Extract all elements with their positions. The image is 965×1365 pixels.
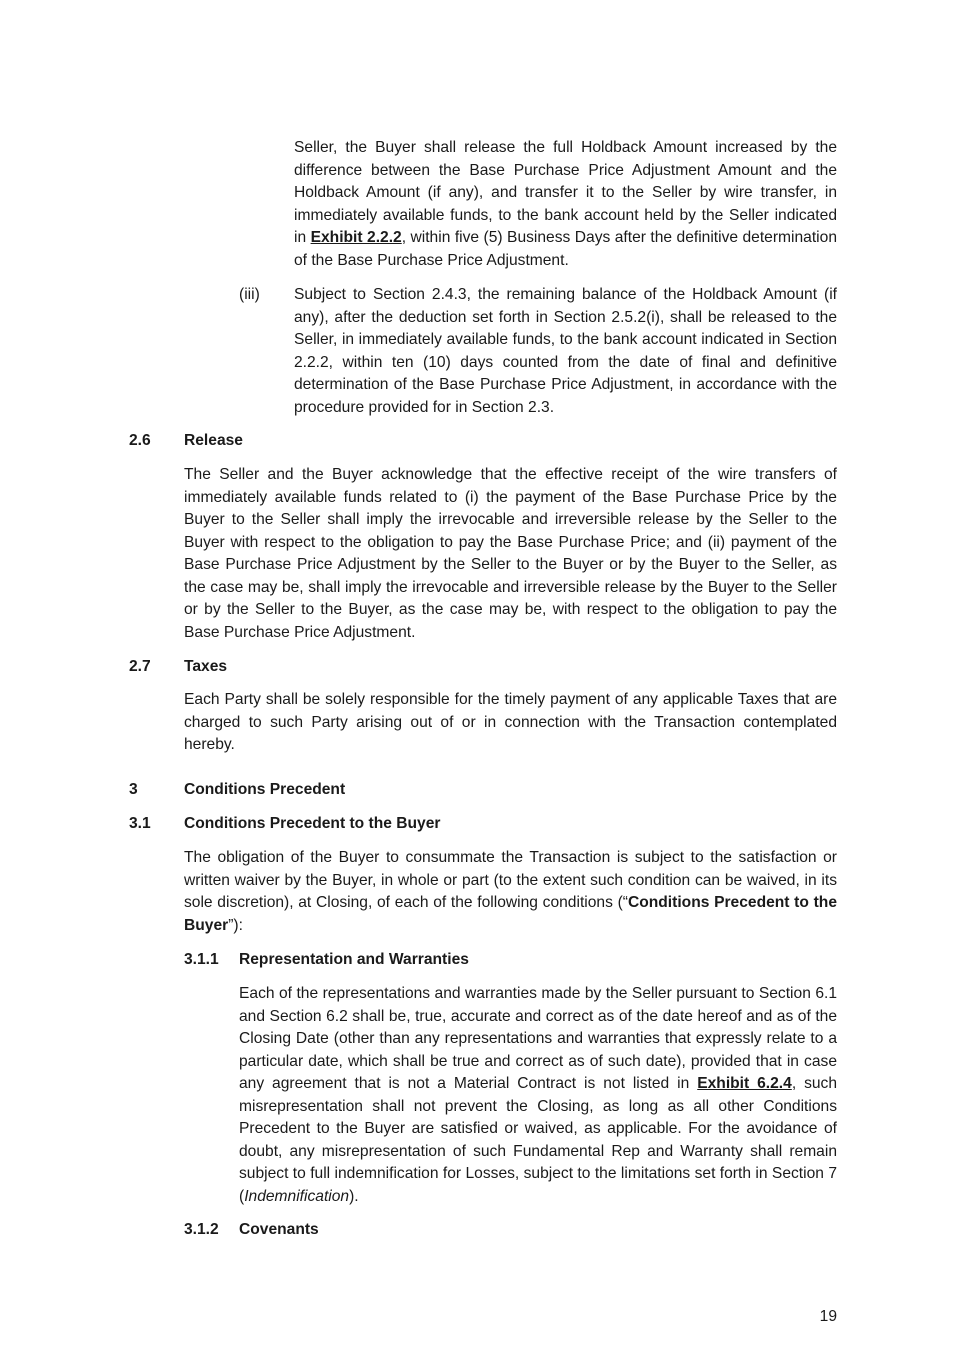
section-number: 3 (129, 781, 138, 798)
section-heading-2-6 (129, 430, 837, 453)
section-body-3-1 (184, 847, 837, 937)
paragraph-text: Each of the representations and warranties made by the Seller pursuant to Section 6.1 and Section 6.2 shall be, true, accurate and correct as of the date hereof and as of the Closing Date (other than any representations and warranties that expressly relate to a particular date, which shall be true and correct as of such date), provided that in case any agreement that is not a Material Contract is not listed in (239, 985, 837, 1092)
section-title: Covenants (239, 1221, 319, 1238)
list-item-number: (iii) (239, 286, 260, 303)
section-heading-3-1-2 (184, 1219, 837, 1242)
section-number: 2.7 (129, 658, 151, 675)
section-heading-2-7 (129, 656, 837, 679)
paragraph-text: Each Party shall be solely responsible for the timely payment of any applicable Taxes that are charged to such Party arising out of or in connection with the Transaction contemplated hereby. (184, 691, 837, 753)
defined-term: Conditions Precedent to the Buyer (184, 894, 837, 934)
paragraph-text: ”): (228, 916, 243, 934)
list-item-iii (239, 284, 837, 419)
section-title: Conditions Precedent to the Buyer (184, 815, 441, 832)
continued-paragraph (294, 137, 837, 272)
exhibit-reference: Exhibit 2.2.2 (310, 229, 402, 246)
paragraph-text: ). (349, 1187, 359, 1205)
italic-reference: Indemnification (244, 1187, 350, 1205)
section-body-2-6 (184, 464, 837, 644)
section-title: Taxes (184, 658, 228, 675)
section-title: Release (184, 432, 243, 449)
section-number: 3.1 (129, 815, 151, 832)
section-heading-3 (129, 779, 837, 802)
section-heading-3-1 (129, 813, 837, 836)
section-title: Representation and Warranties (239, 951, 469, 968)
exhibit-reference: Exhibit 6.2.4 (697, 1075, 792, 1092)
section-number: 2.6 (129, 432, 151, 449)
section-number: 3.1.2 (184, 1221, 219, 1238)
section-heading-3-1-1 (184, 949, 837, 972)
list-item-text: Subject to Section 2.4.3, the remaining balance of the Holdback Amount (if any), after the deduction set forth in Section 2.5.2(i), shall be released to the Seller, in immediately available funds, to the bank account indicated in Section 2.2.2, within ten (10) days counted from the date of final and definitive determination of the Base Purchase Price Adjustment, in accordance with the procedure provided for in Section 2.3. (294, 286, 837, 416)
page-number: 19 (819, 1308, 837, 1325)
section-number: 3.1.1 (184, 951, 219, 968)
section-body-3-1-1 (239, 983, 837, 1208)
paragraph-text: , within five (5) Business Days after the definitive determination of the Base Purchase Price Adjustment. (294, 229, 837, 269)
paragraph-text: Seller, the Buyer shall release the full Holdback Amount increased by the difference between the Base Purchase Price Adjustment Amount and the Holdback Amount (if any), and transfer it to the Seller by wire transfer, in immediately available funds, to the bank account held by the Seller indicated in (294, 139, 837, 246)
section-body-2-7 (184, 689, 837, 757)
paragraph-text: The obligation of the Buyer to consummate the Transaction is subject to the satisfaction or written waiver by the Buyer, in whole or part (to the extent such condition can be waived, in its sole discretion), at Closing, of each of the following conditions (“ (184, 849, 837, 911)
paragraph-text: The Seller and the Buyer acknowledge that the effective receipt of the wire transfers of immediately available funds related to (i) the payment of the Base Purchase Price by the Buyer to the Seller shall imply the irrevocable and irreversible release by the Seller to the Buyer with respect to the obligation to pay the Base Purchase Price; and (ii) payment of the Base Purchase Price Adjustment by the Seller to the Buyer or by the Buyer to the Seller, as the case may be, shall imply the irrevocable and irreversible release by the Buyer to the Seller or by the Seller to the Buyer, as the case may be, with respect to the obligation to pay the Base Purchase Price Adjustment. (184, 466, 837, 641)
paragraph-text: , such misrepresentation shall not prevent the Closing, as long as all other Conditions Precedent to the Buyer are satisfied or waived, as applicable. For the avoidance of doubt, any misrepresentation of such Fundamental Rep and Warranty shall remain subject to full indemnification for Losses, subject to the limitations set forth in Section 7 ( (239, 1075, 838, 1205)
section-title: Conditions Precedent (184, 781, 346, 798)
